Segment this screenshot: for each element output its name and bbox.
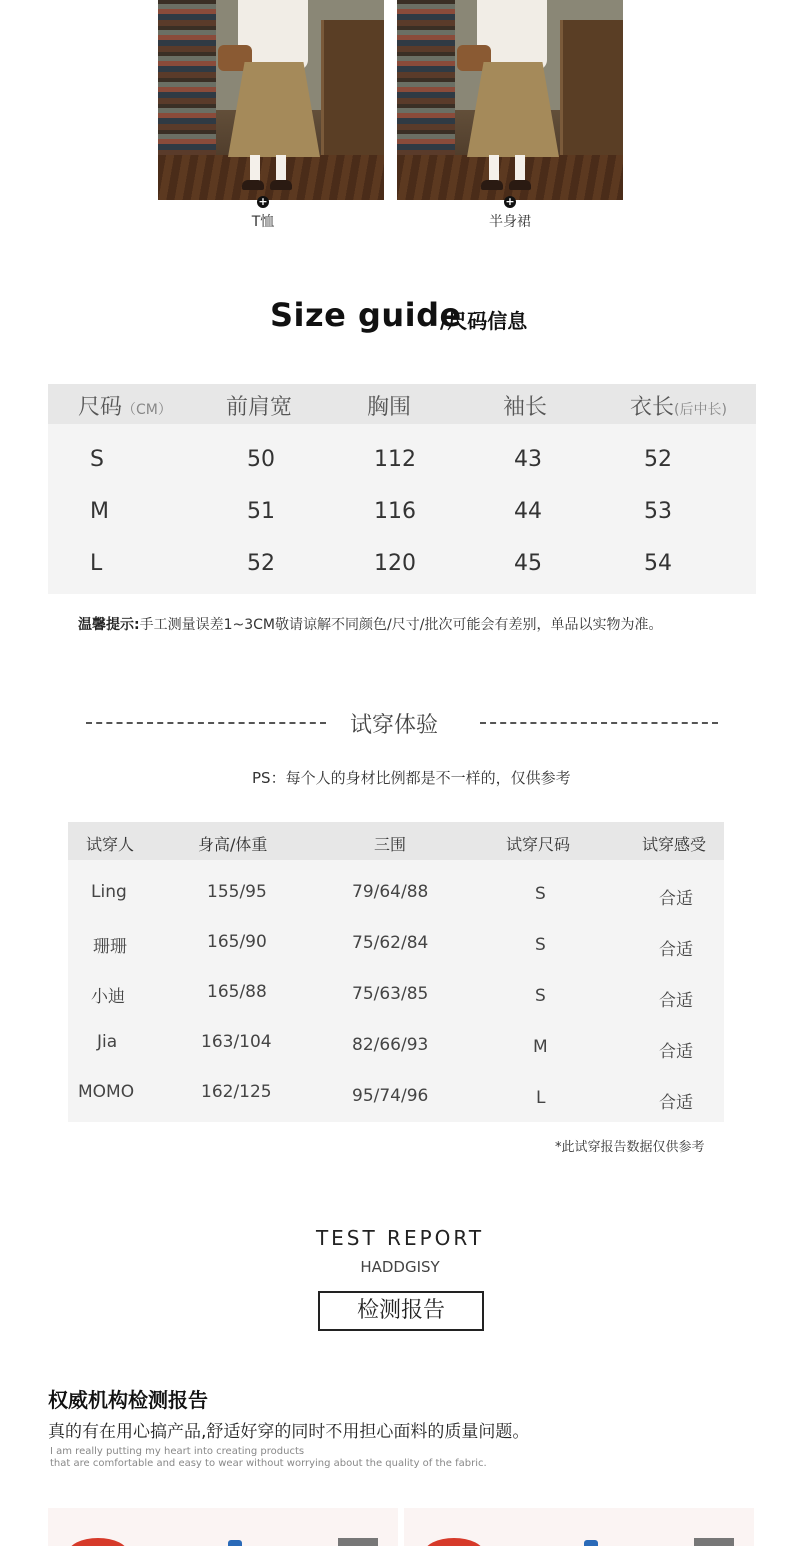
size-table-header xyxy=(48,384,756,424)
size-cell: 43 xyxy=(514,447,542,472)
tryon-cell: 75/62/84 xyxy=(352,933,429,953)
tryon-cell: MOMO xyxy=(78,1082,135,1102)
size-guide-title: Size guide xyxy=(270,296,462,334)
size-cell: 116 xyxy=(374,499,416,524)
test-report-title: TEST REPORT xyxy=(315,1226,485,1250)
tryon-cell: L xyxy=(536,1088,546,1108)
size-cell: 54 xyxy=(644,551,672,576)
size-header-cell: 袖长 xyxy=(503,395,548,420)
size-table xyxy=(48,384,756,594)
tryon-cell: 合适 xyxy=(659,1093,693,1113)
size-cell: 112 xyxy=(374,447,416,472)
size-header-cell: 前肩宽 xyxy=(226,395,293,420)
tryon-cell: M xyxy=(533,1037,548,1057)
tryon-cell: 82/66/93 xyxy=(352,1035,429,1055)
size-cell: M xyxy=(90,499,109,524)
divider-right xyxy=(480,722,718,724)
product-photo-skirt xyxy=(397,0,623,200)
tryon-cell: 珊珊 xyxy=(93,937,127,957)
tryon-header-cell: 试穿感受 xyxy=(642,835,707,854)
tryon-cell: 79/64/88 xyxy=(352,882,429,902)
divider-left xyxy=(86,722,326,724)
size-guide-title-cn: /尺码信息 xyxy=(440,309,528,333)
tryon-cell: 合适 xyxy=(659,1042,693,1062)
tryon-cell: S xyxy=(535,986,546,1006)
size-cell: 52 xyxy=(644,447,672,472)
product-photo-tshirt xyxy=(158,0,384,200)
tryon-cell: 155/95 xyxy=(207,882,267,902)
certificate-image xyxy=(48,1508,398,1546)
size-cell: 45 xyxy=(514,551,542,576)
certificate-image xyxy=(404,1508,754,1546)
product-caption: T恤 xyxy=(251,214,275,230)
auth-report-desc: 真的有在用心搞产品,舒适好穿的同时不用担心面料的质量问题。 xyxy=(48,1422,530,1442)
brand-name: HADDGISY xyxy=(360,1258,440,1276)
tryon-header-cell: 试穿尺码 xyxy=(506,835,571,854)
plus-icon[interactable]: + xyxy=(505,195,515,208)
tryon-header-cell: 身高/体重 xyxy=(198,835,268,854)
auth-report-desc-en: I am really putting my heart into creating products that are comfortable and easy to wear without worrying about the quality of the fabric. xyxy=(50,1446,487,1469)
size-header-cell: 尺码（CM） xyxy=(78,395,172,420)
tryon-cell: S xyxy=(535,884,546,904)
tryon-cell: S xyxy=(535,935,546,955)
size-cell: 53 xyxy=(644,499,672,524)
size-cell: 52 xyxy=(247,551,275,576)
tryon-table xyxy=(68,822,724,1122)
tryon-cell: Ling xyxy=(91,882,127,902)
tryon-cell: 163/104 xyxy=(201,1032,272,1052)
size-cell: 44 xyxy=(514,499,542,524)
tryon-table-header xyxy=(68,822,724,860)
tryon-cell: 75/63/85 xyxy=(352,984,429,1004)
tryon-cell: 合适 xyxy=(659,889,693,909)
size-header-cell: 胸围 xyxy=(367,395,412,420)
size-cell: S xyxy=(90,447,104,472)
size-cell: L xyxy=(90,551,103,576)
size-cell: 50 xyxy=(247,447,275,472)
tryon-cell: 95/74/96 xyxy=(352,1086,429,1106)
tryon-title: 试穿体验 xyxy=(350,713,439,738)
tryon-cell: 165/90 xyxy=(207,932,267,952)
tryon-cell: 合适 xyxy=(659,991,693,1011)
tryon-cell: Jia xyxy=(97,1032,118,1052)
tryon-cell: 小迪 xyxy=(91,987,125,1007)
size-cell: 120 xyxy=(374,551,416,576)
tryon-cell: 165/88 xyxy=(207,982,267,1002)
tryon-cell: 合适 xyxy=(659,940,693,960)
tryon-note: *此试穿报告数据仅供参考 xyxy=(555,1140,705,1155)
test-report-button[interactable]: 检测报告 xyxy=(318,1291,484,1331)
tryon-cell: 162/125 xyxy=(201,1082,272,1102)
auth-report-title: 权威机构检测报告 xyxy=(48,1388,208,1412)
size-header-cell: 衣长(后中长) xyxy=(630,395,727,420)
tryon-header-cell: 试穿人 xyxy=(86,835,135,854)
tryon-header-cell: 三围 xyxy=(374,835,407,854)
tryon-ps: PS：每个人的身材比例都是不一样的，仅供参考 xyxy=(252,769,571,787)
size-cell: 51 xyxy=(247,499,275,524)
size-tip: 温馨提示:手工测量误差1~3CM敬请谅解不同颜色/尺寸/批次可能会有差别，单品以实物为准。 xyxy=(78,617,663,633)
plus-icon[interactable]: + xyxy=(258,195,268,208)
product-caption: 半身裙 xyxy=(489,214,531,230)
